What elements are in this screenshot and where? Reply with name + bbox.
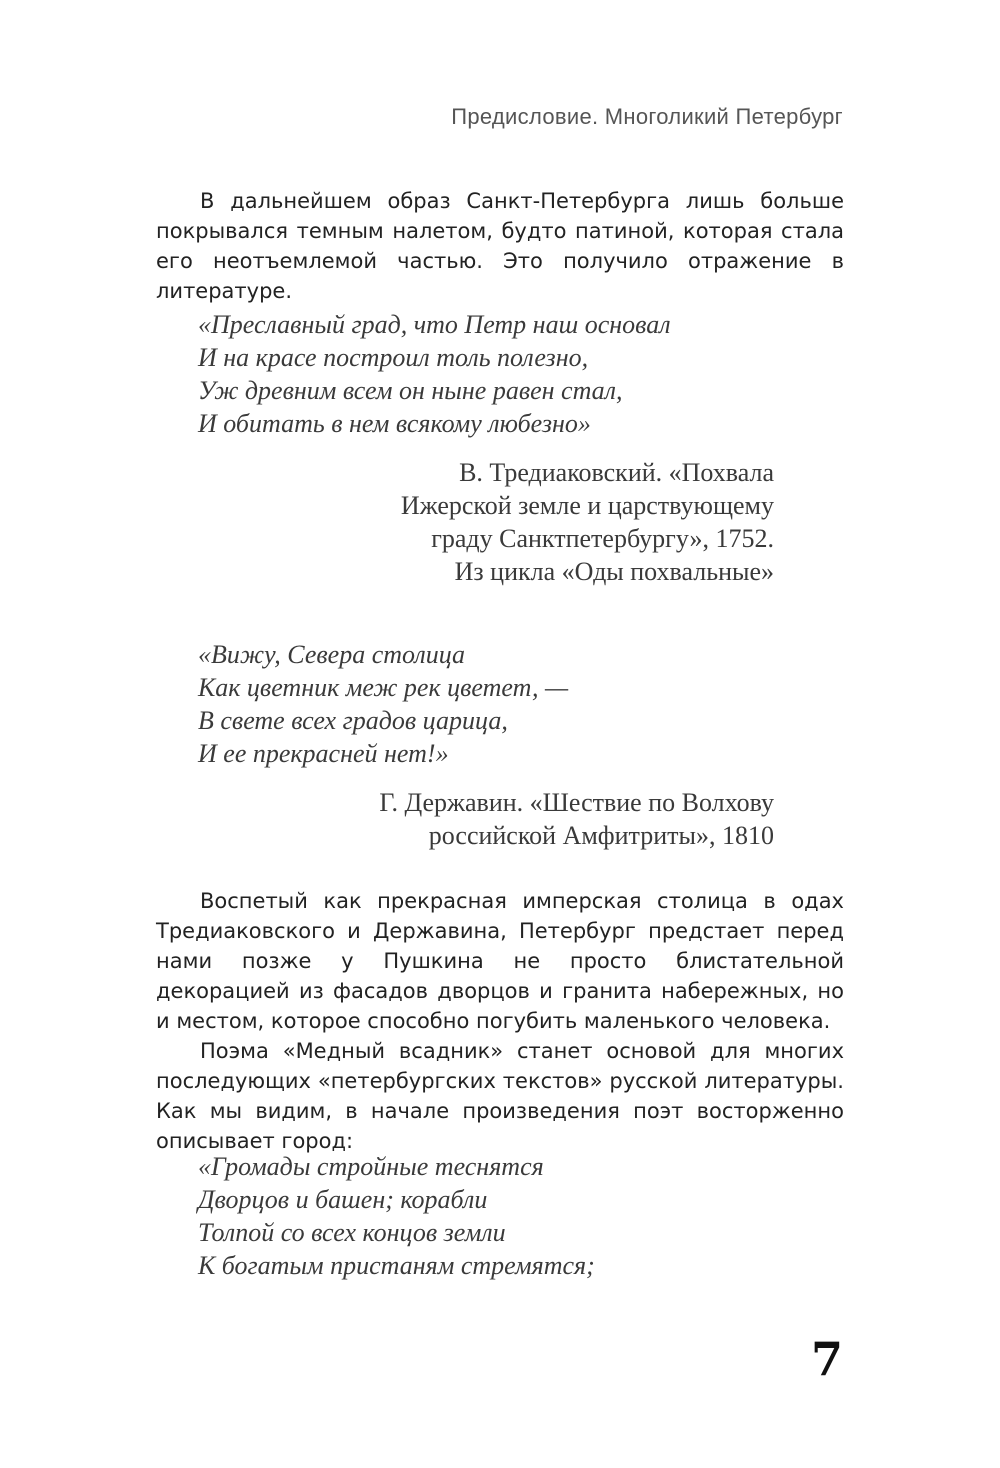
verse-line: И на красе построил толь полезно, bbox=[198, 343, 589, 372]
quote-trediakovsky bbox=[198, 308, 671, 440]
attribution-line: граду Санктпетербургу», 1752. bbox=[431, 524, 774, 553]
running-header: Предисловие. Многоликий Петербург bbox=[451, 104, 843, 129]
verse-line: «Вижу, Севера столица bbox=[198, 640, 466, 669]
intro-paragraph-block bbox=[156, 186, 844, 306]
verse-line: И ее прекрасней нет!» bbox=[198, 739, 449, 768]
attribution-line: Ижерской земле и царствующему bbox=[400, 491, 774, 520]
verse-line: В свете всех градов царица, bbox=[198, 706, 508, 735]
attribution-line: Из цикла «Оды похвальные» bbox=[454, 557, 774, 586]
verse-line: Уж древним всем он ныне равен стал, bbox=[198, 376, 623, 405]
verse-line: Дворцов и башен; корабли bbox=[198, 1185, 488, 1214]
attribution-trediakovsky bbox=[401, 456, 774, 588]
page-number: 7 bbox=[810, 1332, 843, 1386]
verse-line: И обитать в нем всякому любезно» bbox=[198, 409, 591, 438]
attribution-line: российской Амфитриты», 1810 bbox=[428, 821, 774, 850]
verse-line: Как цветник меж рек цветет, — bbox=[198, 673, 569, 702]
verse-line: Толпой со всех концов земли bbox=[198, 1218, 506, 1247]
verse-line: К богатым пристаням стремятся; bbox=[198, 1251, 595, 1280]
verse-line: «Преславный град, что Петр наш основал bbox=[198, 310, 671, 339]
body-paragraphs bbox=[156, 886, 844, 1156]
paragraph-pushkin-intro: Воспетый как прекрасная имперская столица в одах Тредиаковского и Державина, Петербург предстает перед нами позже у Пушкина не просто блистательной декорацией из фасадов дворцов и гранита набережных, но и местом, которое способно погубить маленького человека. bbox=[156, 889, 844, 1033]
paragraph-intro: В дальнейшем образ Санкт-Петербурга лишь больше покрывался темным налетом, будто патиной, которая стала его неотъемлемой частью. Это получило отражение в литературе. bbox=[156, 189, 844, 303]
attribution-line: Г. Державин. «Шествие по Волхову bbox=[379, 788, 774, 817]
quote-pushkin bbox=[198, 1150, 595, 1282]
paragraph-bronze-horseman: Поэма «Медный всадник» станет основой для многих последующих «петербургских текстов» русской литературы. Как мы видим, в начале произведения поэт восторженно описывает город: bbox=[156, 1039, 844, 1153]
attribution-line: В. Тредиаковский. «Похвала bbox=[459, 458, 774, 487]
attribution-derzhavin bbox=[379, 786, 774, 852]
quote-derzhavin bbox=[198, 638, 568, 770]
verse-line: «Громады стройные теснятся bbox=[198, 1152, 544, 1181]
